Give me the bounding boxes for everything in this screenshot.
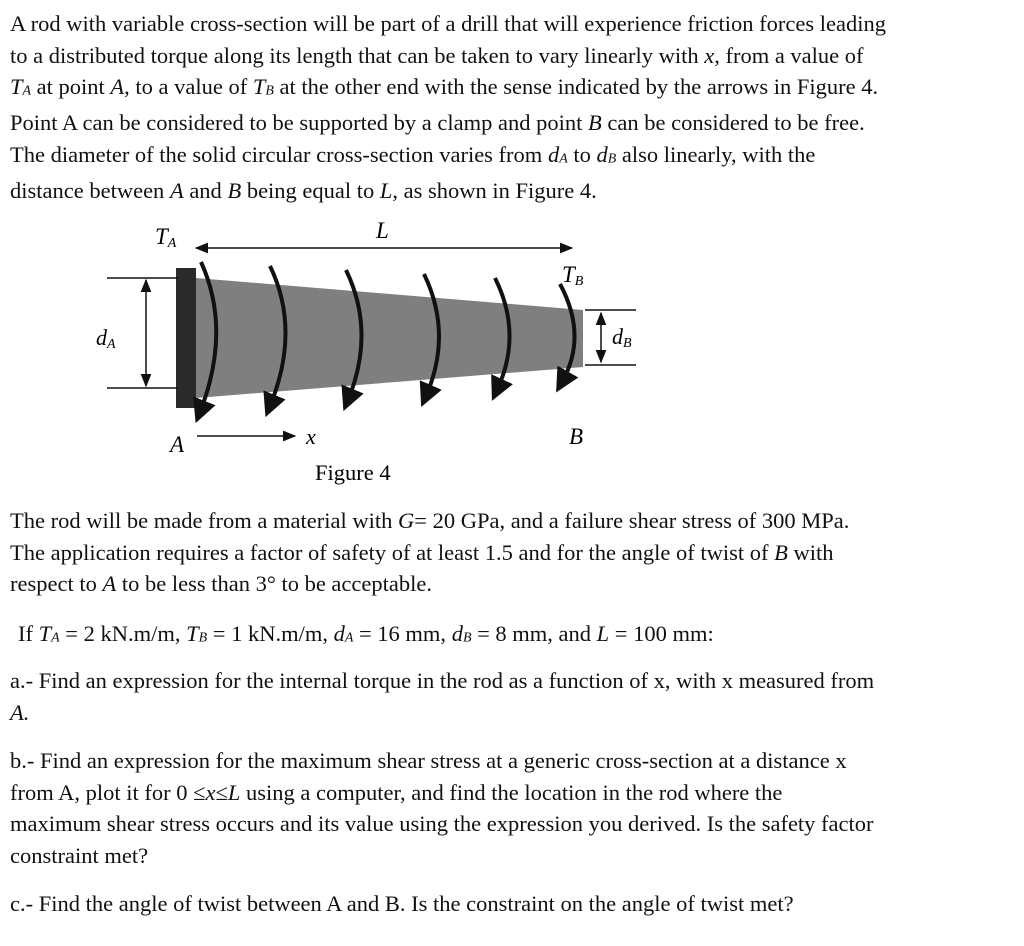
label-L: L (376, 218, 389, 243)
intro-line-5: The diameter of the solid circular cross-section varies from $d_A$ to $d_B$ also linearly, with the (10, 141, 816, 167)
clamp-support (176, 268, 196, 408)
label-dA: dA (96, 325, 116, 352)
given-values (18, 618, 1018, 654)
intro-line-1: A rod with variable cross-section will be part of a drill that will experience friction forces leading (10, 11, 886, 36)
question-b-line-4: constraint met? (10, 842, 149, 868)
label-x: x (306, 424, 316, 449)
intro-line-6: distance between A and B being equal to L, as shown in Figure 4. (10, 177, 597, 203)
question-a-line-1: a.- Find an expression for the internal torque in the rod as a function of x, with x measured from (10, 668, 875, 693)
material-paragraph (10, 505, 1010, 600)
material-line-2: The application requires a factor of safety of at least 1.5 and for the angle of twist of B with (10, 539, 834, 565)
question-c (10, 888, 1010, 920)
question-b-line-3: maximum shear stress occurs and its value using the expression you derived. Is the safety factor (10, 811, 874, 836)
tapered-rod (196, 278, 583, 398)
question-b-line-2: from A, plot it for 0 ≤x≤L using a computer, and find the location in the rod where the (10, 779, 783, 805)
question-a (10, 665, 1010, 728)
figure-caption: Figure 4 (315, 460, 391, 485)
label-dB: dB (612, 324, 632, 351)
question-b (10, 745, 1010, 871)
question-b-line-1: b.- Find an expression for the maximum shear stress at a generic cross-section at a distance x (10, 748, 847, 773)
intro-line-4: Point A can be considered to be supported by a clamp and point B can be considered to be free. (10, 110, 865, 136)
intro-line-3: $T_A$ at point A, to a value of $T_B$ at the other end with the sense indicated by the arrows in Figure 4. (10, 74, 879, 99)
label-TA: TA (155, 224, 177, 251)
figure-4 (0, 210, 720, 490)
intro-paragraph (10, 8, 1010, 206)
intro-line-2: to a distributed torque along its length that can be taken to vary linearly with x, from a value of (10, 42, 864, 68)
material-line-1: The rod will be made from a material with G= 20 GPa, and a failure shear stress of 300 MPa. (10, 508, 850, 533)
question-c-line-1: c.- Find the angle of twist between A and B. Is the constraint on the angle of twist met? (10, 891, 794, 916)
label-A: A (170, 432, 185, 457)
given-line: If $T_A = 2$ kN.m/m, $T_B = 1$ kN.m/m, $d_A = 16$ mm, $d_B = 8$ mm, and L = 100 mm: (18, 621, 714, 646)
material-line-3: respect to A to be less than 3° to be acceptable. (10, 571, 432, 596)
label-B: B (569, 424, 584, 449)
label-TB: TB (562, 262, 584, 289)
question-a-line-2: A. (10, 699, 30, 725)
